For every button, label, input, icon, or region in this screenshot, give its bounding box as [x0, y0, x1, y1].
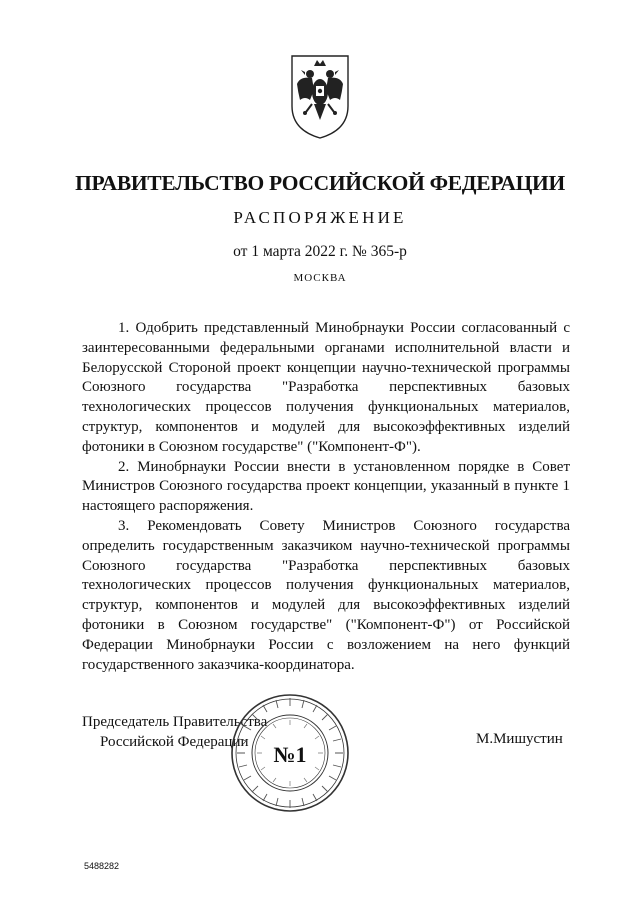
- position-line-1: Председатель Правительства: [82, 714, 268, 730]
- svg-text:№1: №1: [273, 742, 307, 767]
- official-seal-stamp: [229, 692, 351, 814]
- signatory-name: М.Мишустин: [476, 731, 563, 747]
- position-line-2: Российской Федерации: [100, 734, 249, 750]
- document-type: РАСПОРЯЖЕНИЕ: [233, 208, 407, 227]
- double-headed-eagle-icon: [288, 50, 352, 140]
- document-city: МОСКВА: [293, 272, 347, 284]
- document-date-number: от 1 марта 2022 г. № 365-р: [233, 243, 407, 260]
- paragraph-2: 2. Минобрнауки России внести в установленном порядке в Совет Министров Союзного государства проект концепции, указанный в пункте 1 настоящего распоряжения.: [82, 458, 570, 515]
- paragraph-1: 1. Одобрить представленный Минобрнауки России согласованный с заинтересованными федеральными органами исполнительной власти и Белорусской Стороной проект концепции научно-технической программы Союзного государства "Разработка перспективных базовых технологических процессов получения функциональных материалов, структур, компонентов и модулей для высокоэффективных изделий фотоники в Союзном государстве" ("Компонент-Ф").: [82, 320, 570, 455]
- document-body: [82, 319, 570, 675]
- government-title: ПРАВИТЕЛЬСТВО РОССИЙСКОЙ ФЕДЕРАЦИИ: [75, 171, 565, 195]
- document-code: 5488282: [84, 861, 120, 871]
- paragraph-3: 3. Рекомендовать Совету Министров Союзного государства определить государственным заказчиком научно-технической программы Союзного государства "Разработка перспективных базовых технологических процессов получения функциональных материалов, структур, компонентов и модулей для высокоэффективных изделий фотоники в Союзном государстве" ("Компонент-Ф") от Российской Федерации Минобрнауки России с возложением на него функций государственного заказчика-координатора.: [82, 517, 570, 673]
